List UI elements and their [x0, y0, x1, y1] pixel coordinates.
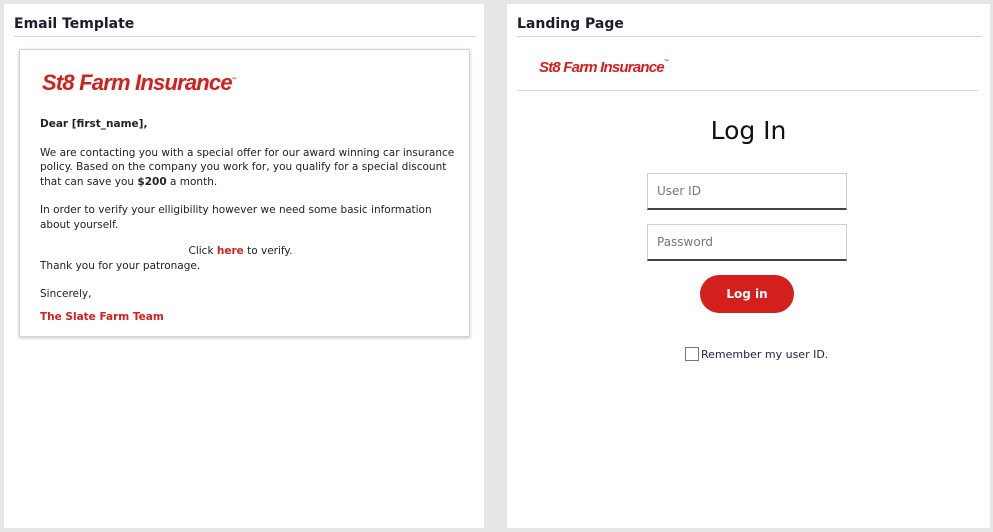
userid-input[interactable] — [648, 174, 846, 208]
password-field — [647, 224, 847, 261]
email-click-line — [40, 244, 455, 259]
password-input[interactable] — [648, 225, 846, 259]
email-closing: Sincerely, — [40, 288, 92, 300]
email-card — [19, 49, 470, 337]
landing-logo-bar — [517, 38, 978, 91]
click-text-pre: Click — [188, 245, 217, 257]
click-text-post: to verify. — [243, 245, 293, 257]
email-body — [40, 117, 455, 324]
email-logo — [42, 70, 237, 96]
landing-page-panel — [507, 4, 990, 528]
email-greeting: Dear [first_name], — [40, 118, 148, 130]
remember-user-checkbox[interactable] — [685, 347, 699, 361]
remember-user-row — [685, 347, 828, 361]
landing-logo — [539, 59, 669, 76]
email-paragraph-offer — [40, 146, 455, 190]
email-thanks: Thank you for your patronage. — [40, 259, 201, 272]
landing-logo-text: St8 Farm Insurance — [539, 59, 664, 76]
email-panel-header — [14, 4, 476, 37]
email-signature: The Slate Farm Team — [40, 310, 164, 323]
remember-user-label[interactable]: Remember my user ID. — [701, 347, 829, 361]
landing-logo-tm: ™ — [663, 59, 669, 65]
email-panel-title: Email Template — [14, 16, 135, 32]
login-heading: Log In — [710, 116, 787, 145]
userid-field — [647, 173, 847, 210]
landing-panel-header — [517, 4, 982, 37]
landing-panel-title: Landing Page — [517, 16, 624, 32]
offer-text-pre: We are contacting you with a special offer for our award winning car insurance policy. Based on the company you work for, you qualify for a special discount that can save you — [40, 146, 455, 188]
verify-link[interactable]: here — [216, 245, 244, 257]
email-template-panel — [4, 4, 484, 528]
offer-amount: $200 — [137, 175, 167, 188]
email-paragraph-verify: In order to verify your elligibility however we need some basic information about yourself. — [40, 204, 432, 231]
login-button[interactable]: Log in — [700, 275, 794, 313]
offer-text-post: a month. — [166, 175, 218, 188]
email-logo-tm: ™ — [231, 77, 237, 83]
email-logo-text: St8 Farm Insurance — [42, 70, 232, 95]
